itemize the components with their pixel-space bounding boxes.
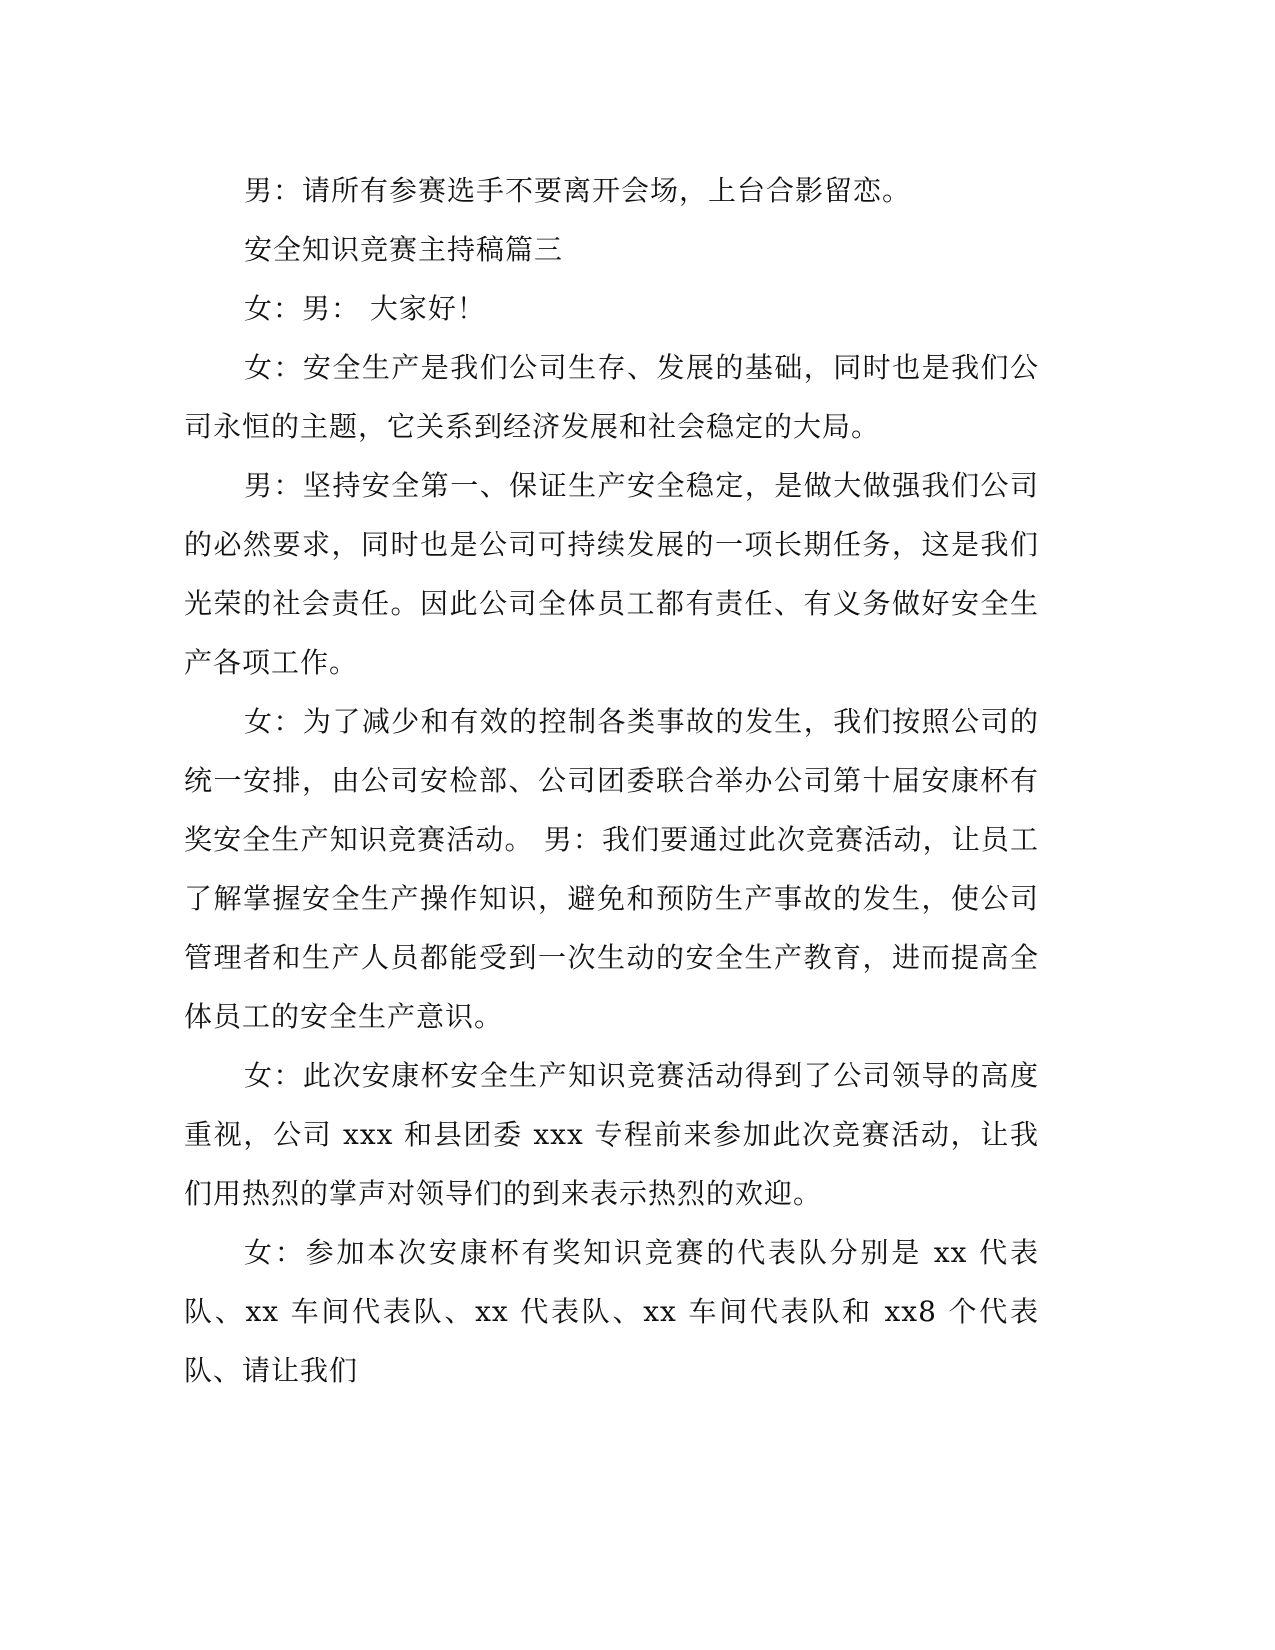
- paragraph-competition-intro: 女：为了减少和有效的控制各类事故的发生，我们按照公司的统一安排，由公司安检部、公司团委联合举办公司第十届安康杯有奖安全生产知识竞赛活动。 男：我们要通过此次竞赛活动，让员工了解掌握安全生产操作知识，避免和预防生产事故的发生，使公司管理者和生产人员都能受到一次生动的安全生产教育，进而提高全体员工的安全生产意识。: [184, 705, 1039, 1033]
- document-body: [184, 161, 1039, 1400]
- paragraph-closing-photo: 男：请所有参赛选手不要离开会场，上台合影留恋。: [244, 174, 912, 207]
- paragraph-safety-foundation: 女：安全生产是我们公司生存、发展的基础，同时也是我们公司永恒的主题，它关系到经济发展和社会稳定的大局。: [184, 351, 1039, 443]
- paragraph-teams: 女：参加本次安康杯有奖知识竞赛的代表队分别是 xx 代表队、xx 车间代表队、xx 代表队、xx 车间代表队和 xx8 个代表队、请让我们: [184, 1236, 1039, 1387]
- paragraph-safety-first: 男：坚持安全第一、保证生产安全稳定，是做大做强我们公司的必然要求，同时也是公司可持续发展的一项长期任务，这是我们光荣的社会责任。因此公司全体员工都有责任、有义务做好安全生产各项工作。: [184, 469, 1039, 679]
- section-heading: 安全知识竞赛主持稿篇三: [244, 233, 564, 266]
- paragraph-greeting: 女：男： 大家好！: [244, 292, 486, 325]
- paragraph-leaders-welcome: 女：此次安康杯安全生产知识竞赛活动得到了公司领导的高度重视，公司 xxx 和县团委 xxx 专程前来参加此次竞赛活动，让我们用热烈的掌声对领导们的到来表示热烈的欢迎。: [184, 1059, 1039, 1210]
